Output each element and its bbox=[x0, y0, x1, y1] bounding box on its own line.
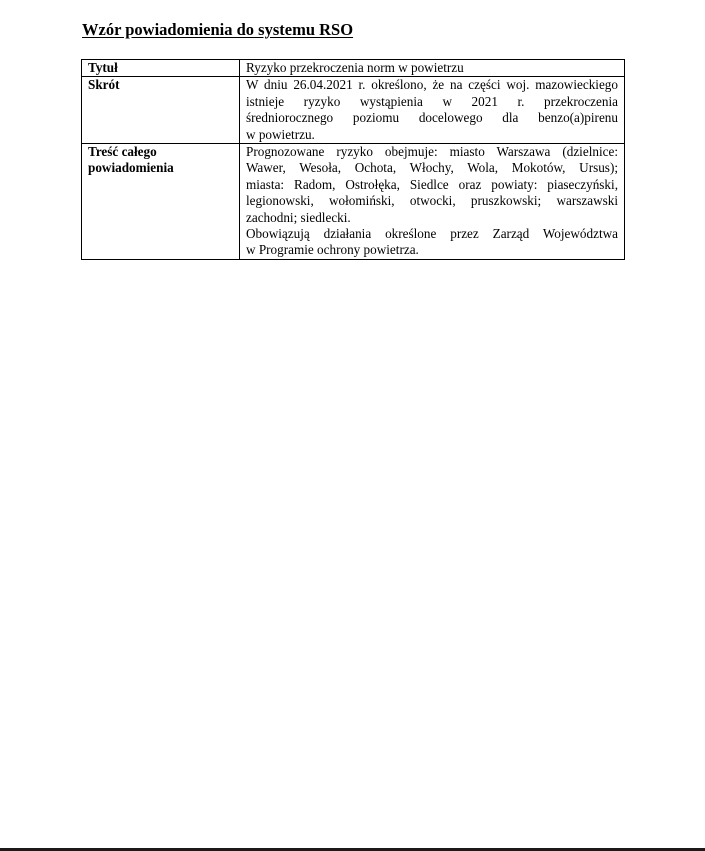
row-label-full-content bbox=[82, 144, 240, 260]
full-content-label-line: powiadomienia bbox=[88, 160, 174, 176]
row-label-title: Tytuł bbox=[82, 60, 240, 77]
table-row-summary bbox=[82, 77, 625, 144]
document-title: Wzór powiadomienia do systemu RSO bbox=[82, 20, 354, 39]
summary-line: W dniu 26.04.2021 r. określono, że na części woj. mazowieckiego bbox=[246, 77, 618, 93]
title-value-line: Ryzyko przekroczenia norm w powietrzu bbox=[246, 60, 464, 75]
summary-line: średniorocznego poziomu docelowego dla benzo(a)pirenu bbox=[246, 110, 618, 126]
content-line: legionowski, wołomiński, otwocki, pruszkowski; warszawski bbox=[246, 193, 618, 209]
full-content-label-line: Treść całego bbox=[88, 144, 157, 160]
content-line: Prognozowane ryzyko obejmuje: miasto Warszawa (dzielnice: bbox=[246, 144, 618, 160]
content-line: miasta: Radom, Ostrołęka, Siedlce oraz powiaty: piaseczyński, bbox=[246, 176, 618, 192]
content-line: zachodni; siedlecki. bbox=[246, 209, 351, 225]
row-label-summary: Skrót bbox=[82, 77, 240, 144]
row-value-summary bbox=[240, 77, 625, 144]
notice-table bbox=[81, 59, 625, 260]
summary-line: w powietrzu. bbox=[246, 126, 315, 142]
table-row-title bbox=[82, 60, 625, 77]
summary-line: istnieje ryzyko wystąpienia w 2021 r. przekroczenia bbox=[246, 93, 618, 109]
content-line: Wawer, Wesoła, Ochota, Włochy, Wola, Mokotów, Ursus); bbox=[246, 160, 618, 176]
row-value-title bbox=[240, 60, 625, 77]
row-value-full-content bbox=[240, 144, 625, 260]
content-line: Obowiązują działania określone przez Zarząd Województwa bbox=[246, 226, 618, 242]
table-row-full-content bbox=[82, 144, 625, 260]
content-line: w Programie ochrony powietrza. bbox=[246, 242, 419, 258]
